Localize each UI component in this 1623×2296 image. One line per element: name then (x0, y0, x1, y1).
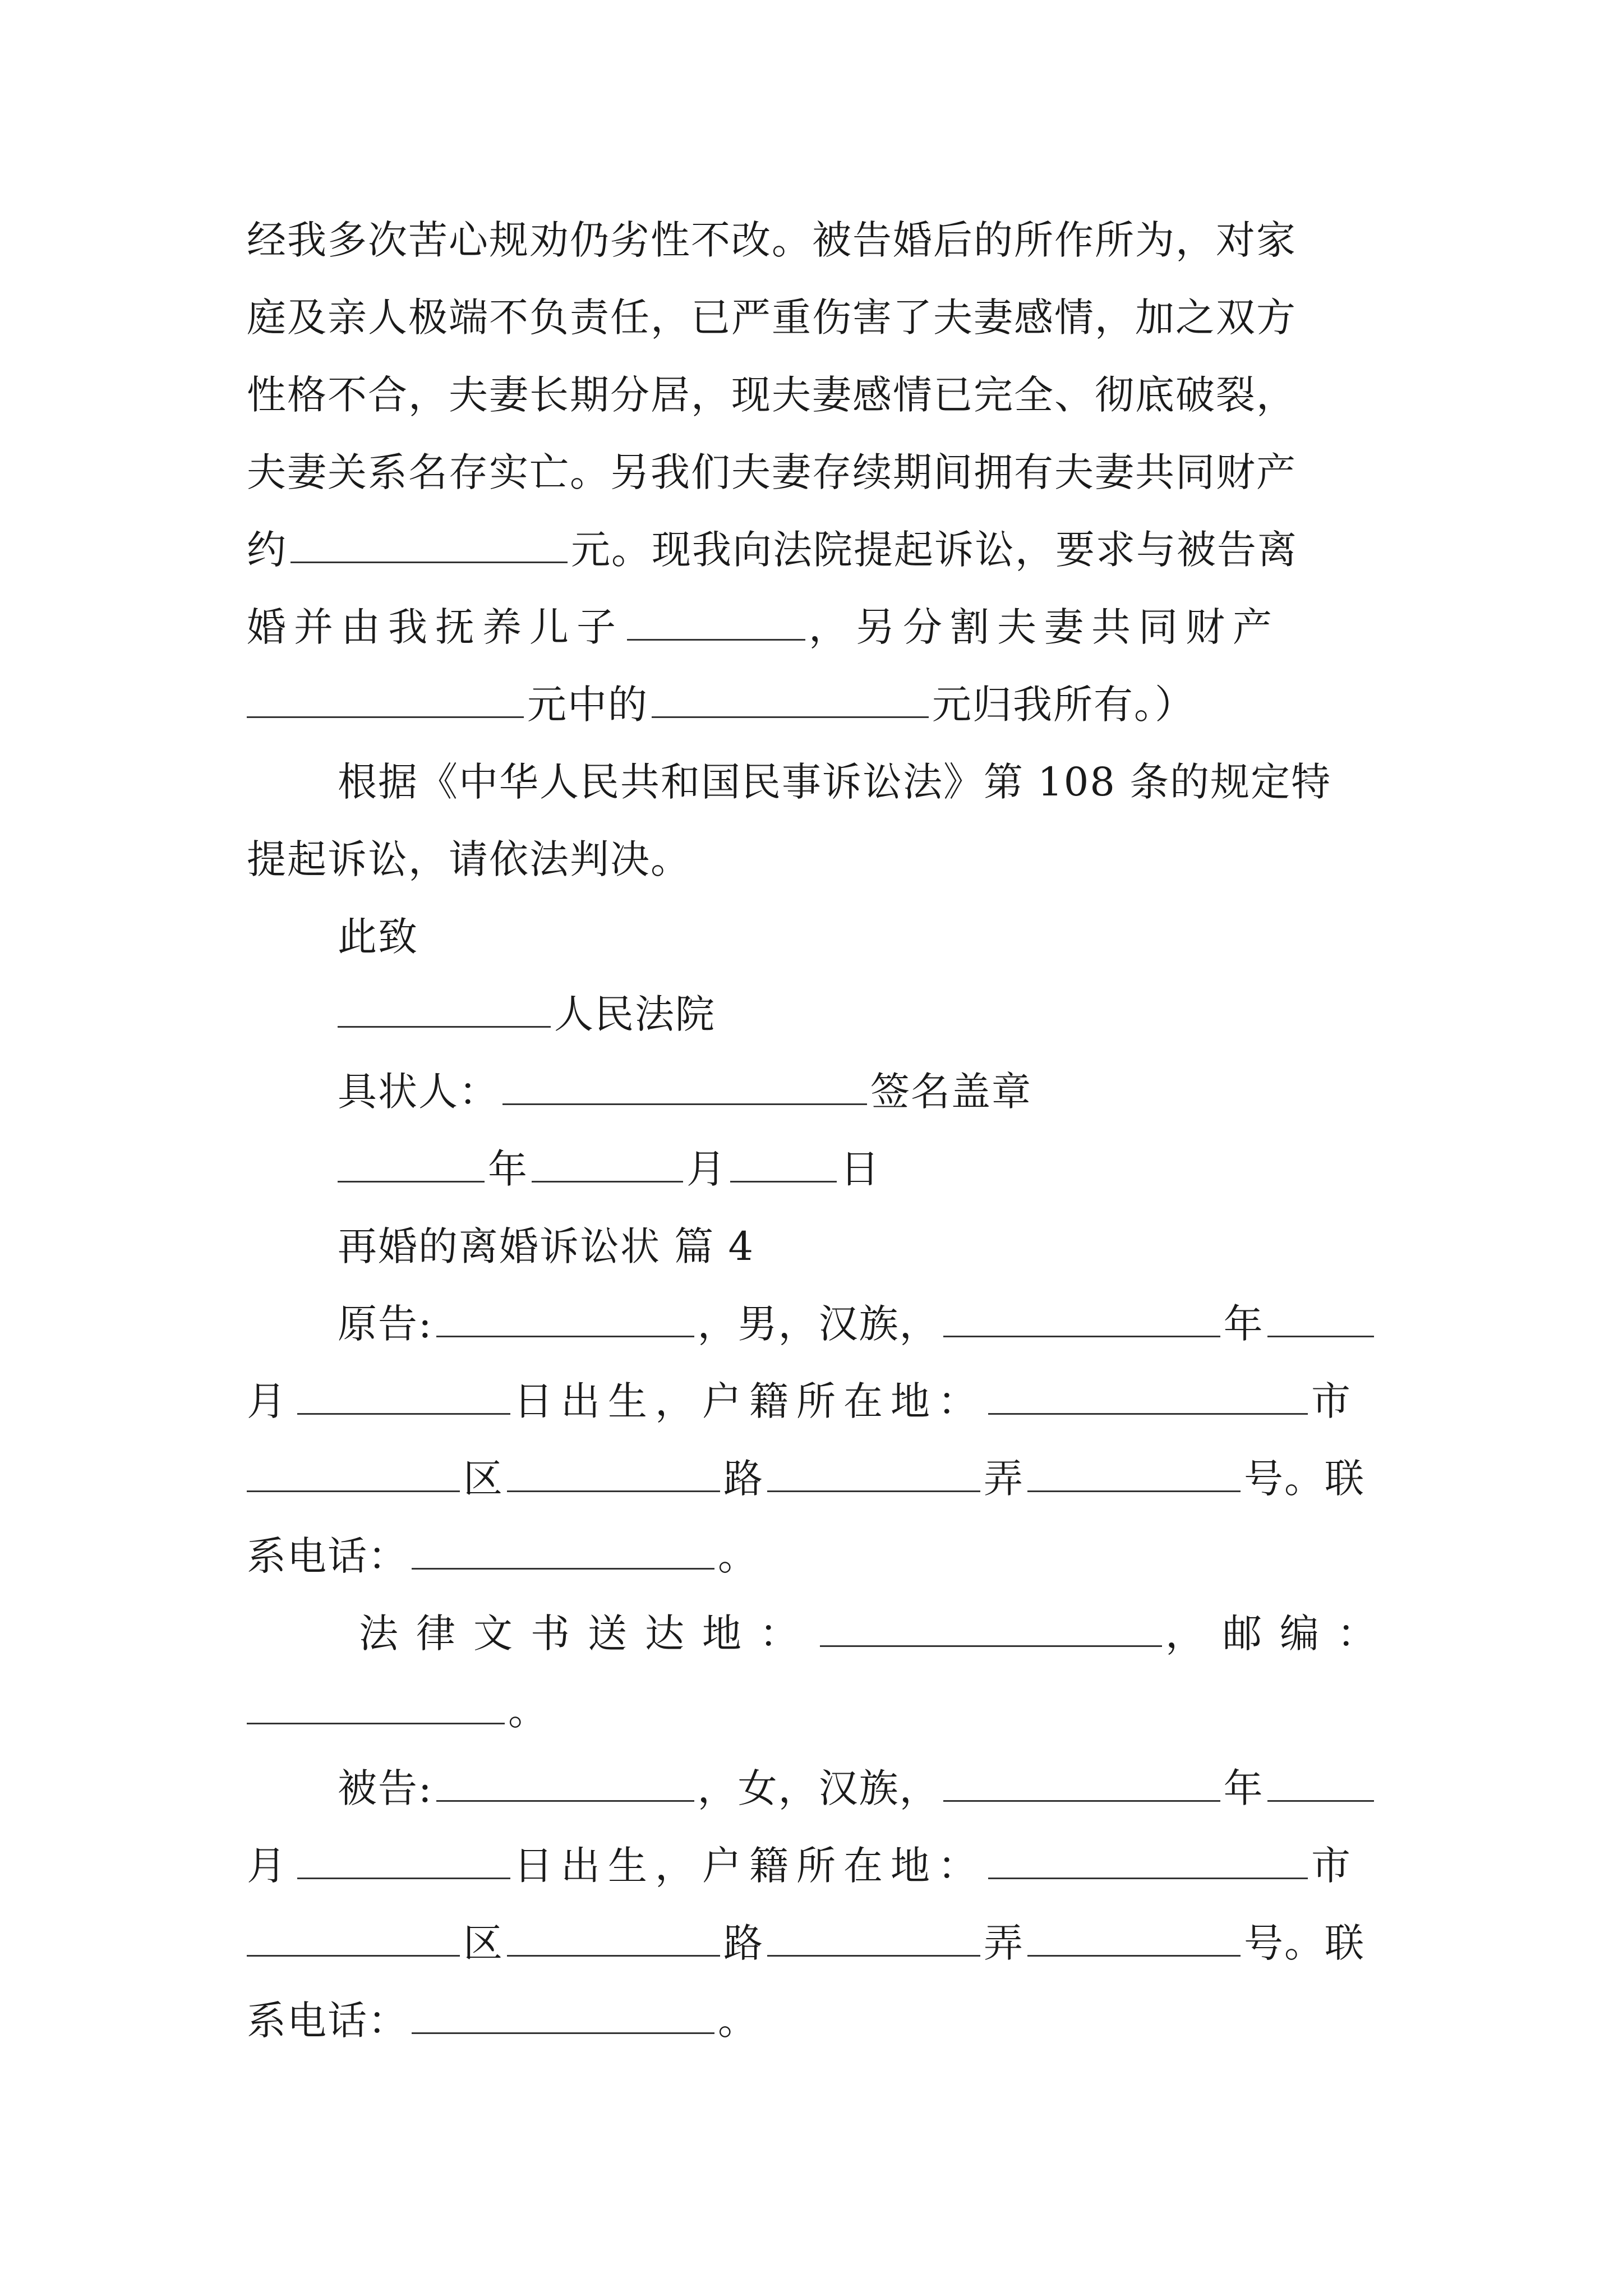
body-text-line (247, 677, 1195, 733)
closing-to (338, 909, 418, 965)
text: 婚并由我抚养儿子 (247, 604, 624, 650)
plaintiff-line-6 (247, 1683, 548, 1739)
text: 此致 (338, 914, 418, 960)
text: 夫妻关系名存实亡。另我们夫妻存续期间拥有夫妻共同财产 (247, 449, 1297, 495)
text: 约 (247, 527, 287, 573)
text: 月 (247, 1378, 294, 1424)
text: 元中的 (527, 682, 648, 728)
fill-blank[interactable] (412, 1534, 714, 1570)
text: 弄 (984, 1456, 1024, 1502)
text: 。 (718, 1533, 758, 1579)
plaintiff-line-4 (247, 1528, 758, 1584)
fill-blank[interactable] (1027, 1457, 1241, 1492)
text: 人民法院 (554, 991, 716, 1037)
text: 元归我所有。） (932, 682, 1195, 728)
text: 日 (840, 1146, 880, 1192)
text: ，另分割夫妻共同财产 (809, 604, 1280, 650)
text: 年 (1223, 1765, 1264, 1811)
fill-blank[interactable] (247, 683, 524, 718)
text: 系电话： (247, 1533, 408, 1579)
text: 区 (463, 1920, 504, 1966)
fill-blank[interactable] (436, 1302, 694, 1337)
text: 路 (723, 1920, 764, 1966)
text: 经我多次苦心规劝仍劣性不改。被告婚后的所作所为，对家 (247, 217, 1297, 263)
body-text-line (247, 367, 1297, 423)
text: 弄 (984, 1920, 1024, 1966)
text: 市 (1311, 1843, 1358, 1889)
fill-blank[interactable] (291, 528, 568, 563)
closing-signer (338, 1064, 1032, 1120)
section-title (338, 1218, 754, 1274)
fill-blank[interactable] (297, 1844, 510, 1879)
fill-blank[interactable] (1027, 1921, 1241, 1957)
text: 区 (463, 1456, 504, 1502)
body-text-line (247, 522, 1298, 578)
fill-blank[interactable] (338, 1147, 485, 1182)
text: 法律文书送达地： (359, 1611, 817, 1657)
plaintiff-line-5 (359, 1605, 1394, 1662)
text: 年 (488, 1146, 528, 1192)
text: 具状人： (338, 1069, 499, 1115)
fill-blank[interactable] (943, 1302, 1220, 1337)
fill-blank[interactable] (988, 1844, 1308, 1879)
text: ，邮编： (1165, 1611, 1394, 1657)
closing-date (338, 1141, 880, 1197)
text: 。 (718, 1998, 758, 2044)
fill-blank[interactable] (627, 605, 805, 641)
text: 元。现我向法院提起诉讼，要求与被告离 (571, 527, 1298, 573)
defendant-line-1 (338, 1760, 1377, 1816)
text: 年 (1223, 1301, 1264, 1347)
fill-blank[interactable] (247, 1689, 505, 1724)
fill-blank[interactable] (436, 1766, 694, 1802)
body-text-line (247, 289, 1297, 346)
text: 路 (723, 1456, 764, 1502)
text: 号。联 (1244, 1456, 1365, 1502)
fill-blank[interactable] (943, 1766, 1220, 1802)
fill-blank[interactable] (297, 1379, 510, 1415)
text: 月 (686, 1146, 727, 1192)
text: ，男，汉族， (697, 1301, 940, 1347)
fill-blank[interactable] (1267, 1766, 1374, 1802)
text: 被告: (338, 1765, 433, 1811)
closing-court (338, 986, 716, 1042)
text: 号。联 (1244, 1920, 1365, 1966)
text: 提起诉讼，请依法判决。 (247, 836, 691, 882)
fill-blank[interactable] (988, 1379, 1308, 1415)
text: 根据《中华人民共和国民事诉讼法》第 108 条的规定特 (338, 759, 1332, 805)
text: 市 (1311, 1378, 1358, 1424)
fill-blank[interactable] (502, 1070, 867, 1105)
fill-blank[interactable] (507, 1921, 720, 1957)
fill-blank[interactable] (532, 1147, 683, 1182)
plaintiff-line-1 (338, 1296, 1377, 1352)
text: 签名盖章 (870, 1069, 1032, 1115)
fill-blank[interactable] (767, 1921, 980, 1957)
fill-blank[interactable] (412, 1999, 714, 2034)
text: 月 (247, 1843, 294, 1889)
defendant-line-2 (247, 1838, 1358, 1894)
text: 庭及亲人极端不负责任，已严重伤害了夫妻感情，加之双方 (247, 295, 1297, 341)
fill-blank[interactable] (652, 683, 929, 718)
text: 系电话： (247, 1998, 408, 2044)
text: 原告: (338, 1301, 433, 1347)
fill-blank[interactable] (247, 1457, 460, 1492)
fill-blank[interactable] (338, 992, 551, 1028)
defendant-line-4 (247, 1993, 758, 2049)
defendant-line-3 (247, 1915, 1365, 1971)
body-text-line (247, 444, 1297, 500)
fill-blank[interactable] (247, 1921, 460, 1957)
text: 日出生，户籍所在地： (514, 1843, 985, 1889)
fill-blank[interactable] (820, 1612, 1162, 1647)
text: 再婚的离婚诉讼状 篇 4 (338, 1223, 755, 1269)
text: ，女，汉族， (697, 1765, 940, 1811)
body-text-line (247, 831, 691, 887)
body-text-line (247, 212, 1297, 268)
text: 日出生，户籍所在地： (514, 1378, 985, 1424)
fill-blank[interactable] (507, 1457, 720, 1492)
text: 。 (508, 1688, 548, 1734)
fill-blank[interactable] (767, 1457, 980, 1492)
text: 性格不合，夫妻长期分居，现夫妻感情已完全、彻底破裂， (247, 372, 1297, 418)
fill-blank[interactable] (1267, 1302, 1374, 1337)
plaintiff-line-3 (247, 1451, 1365, 1507)
fill-blank[interactable] (730, 1147, 837, 1182)
plaintiff-line-2 (247, 1373, 1358, 1429)
body-text-line (247, 599, 1280, 655)
body-text-line (338, 754, 1331, 810)
